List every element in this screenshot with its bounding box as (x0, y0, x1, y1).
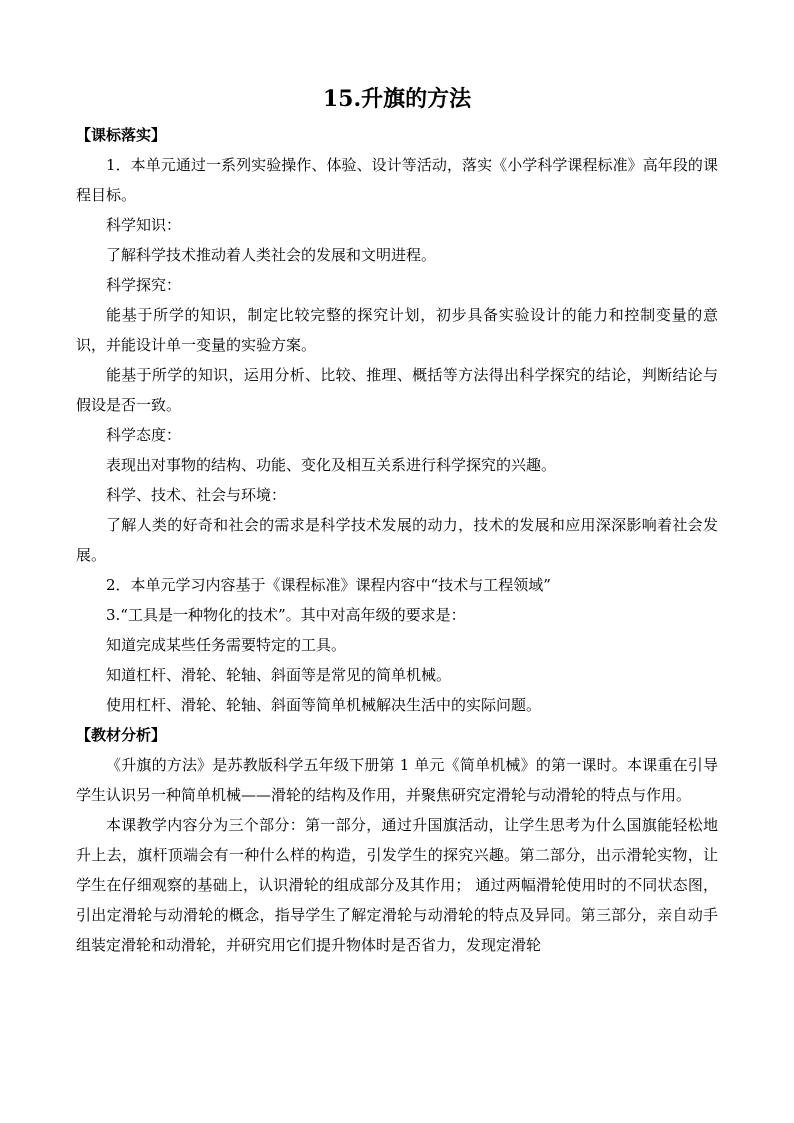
paragraph: 了解科学技术推动着人类社会的发展和文明进程。 (106, 246, 437, 264)
paragraph: 表现出对事物的结构、功能、变化及相互关系进行科学探究的兴趣。 (106, 456, 557, 474)
paragraph: 知道完成某些任务需要特定的工具。 (106, 636, 347, 654)
section-heading-curriculum: 【课标落实】 (76, 126, 167, 144)
subheading-science-knowledge: 科学知识： (106, 216, 182, 234)
section-heading-textbook-analysis: 【教材分析】 (76, 726, 167, 744)
subheading-science-attitude: 科学态度： (106, 426, 182, 444)
paragraph: 能基于所学的知识，运用分析、比较、推理、概括等方法得出科学探究的结论，判断结论与假设是否一致。 (76, 366, 718, 414)
paragraph: 知道杠杆、滑轮、轮轴、斜面等是常见的简单机械。 (106, 666, 452, 684)
paragraph: 《升旗的方法》是苏教版科学五年级下册第 1 单元《简单机械》的第一课时。本课重在引导学生认识另一种简单机械——滑轮的结构及作用，并聚焦研究定滑轮与动滑轮的特点与作用。 (76, 756, 718, 804)
document-body (76, 120, 718, 960)
paragraph: 2．本单元学习内容基于《课程标准》课程内容中“技术与工程领域” (106, 576, 551, 594)
paragraph: 1．本单元通过一系列实验操作、体验、设计等活动，落实《小学科学课程标准》高年段的课程目标。 (76, 156, 718, 204)
paragraph: 本课教学内容分为三个部分：第一部分，通过升国旗活动，让学生思考为什么国旗能轻松地升上去，旗杆顶端会有一种什么样的构造，引发学生的探究兴趣。第二部分，出示滑轮实物，让学生在仔细观察的基础上，认识滑轮的组成部分及其作用； 通过两幅滑轮使用时的不同状态图，引出定滑轮与动滑轮的概念，指导学生了解定滑轮与动滑轮的特点及异同。第三部分，亲自动手组装定滑轮和动滑轮，并研究用它们提升物体时是否省力，发现定滑轮 (76, 816, 718, 954)
paragraph: 了解人类的好奇和社会的需求是科学技术发展的动力，技术的发展和应用深深影响着社会发展。 (76, 516, 718, 564)
subheading-sts-environment: 科学、技术、社会与环境： (106, 486, 287, 504)
paragraph: 使用杠杆、滑轮、轮轴、斜面等简单机械解决生活中的实际问题。 (106, 696, 542, 714)
paragraph: 能基于所学的知识，制定比较完整的探究计划，初步具备实验设计的能力和控制变量的意识，并能设计单一变量的实验方案。 (76, 306, 718, 354)
subheading-science-inquiry: 科学探究： (106, 276, 182, 294)
paragraph: 3.“工具是一种物化的技术”。其中对高年级的要求是： (106, 606, 466, 624)
document-title: 15.升旗的方法 (322, 86, 472, 112)
